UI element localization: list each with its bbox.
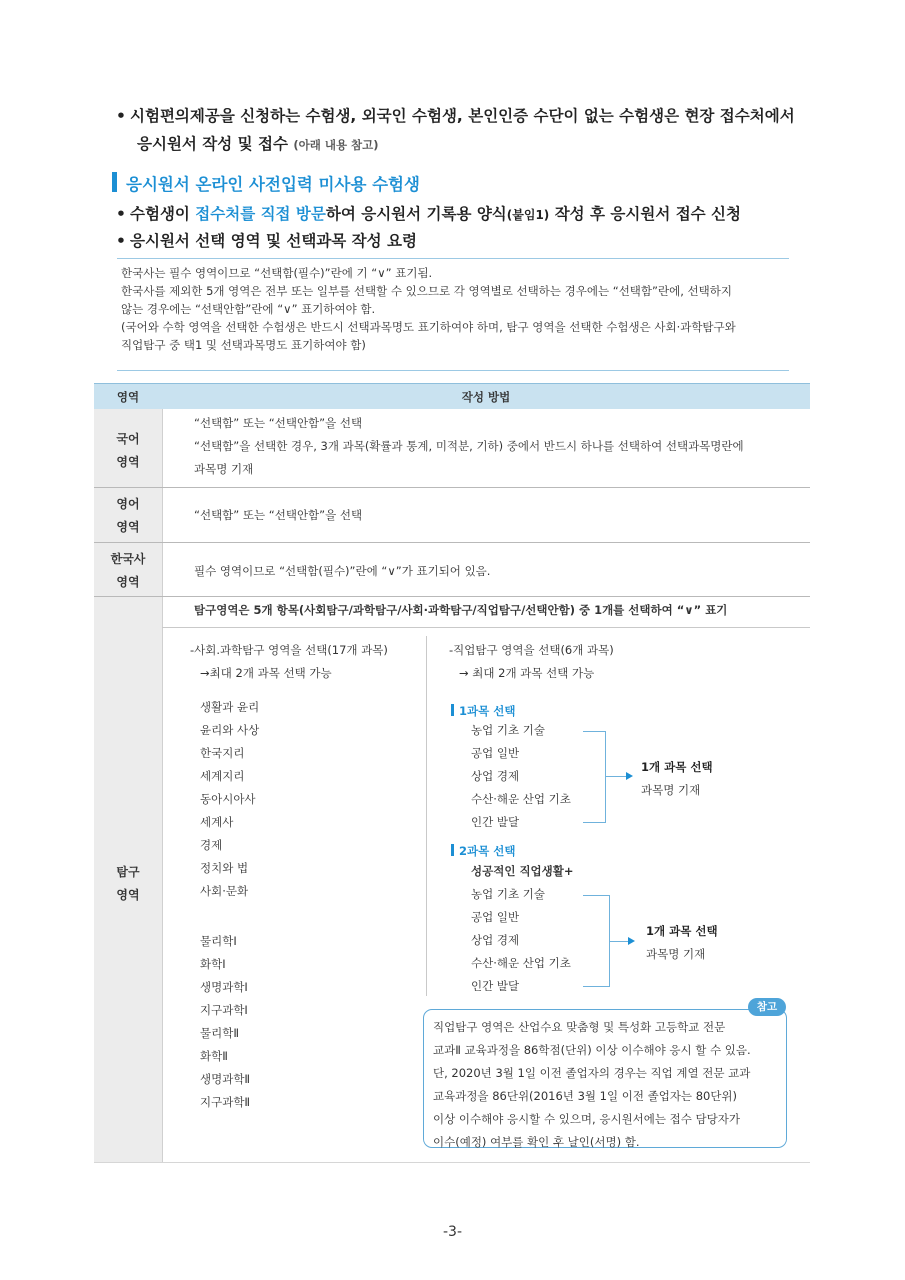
- note-bottom-divider: [117, 370, 789, 371]
- result-sub: 과목명 기재: [641, 783, 701, 797]
- list-item: 공업 일반: [471, 746, 520, 760]
- reference-line: 교과Ⅱ 교육과정을 86학점(단위) 이상 이수해야 응시 할 수 있음.: [433, 1043, 751, 1057]
- section-title: 응시원서 온라인 사전입력 미사용 수험생: [126, 175, 420, 194]
- reference-line: 직업탐구 영역은 산업수요 맞춤형 및 특성화 고등학교 전문: [433, 1020, 726, 1034]
- intro-bullet-line2-wrap: [137, 132, 379, 154]
- heading-bar: [451, 844, 454, 856]
- list-item: 윤리와 사상: [200, 723, 260, 737]
- list-item: 농업 기초 기술: [471, 887, 545, 901]
- vocational-sub: → 최대 2개 과목 선택 가능: [459, 666, 595, 680]
- bullet-dot: •: [116, 232, 126, 250]
- section-bullet-guide: [116, 229, 417, 251]
- bullet2-small: (붙임1): [506, 208, 550, 222]
- row-divider: [94, 487, 810, 488]
- label-history-line1: 한국사: [110, 552, 146, 566]
- one-subject-title: 1과목 선택: [459, 704, 516, 718]
- list-item: 생활과 윤리: [200, 700, 260, 714]
- social-title: -사회.과학탐구 영역을 선택(17개 과목): [190, 643, 388, 657]
- list-item: 화학Ⅰ: [200, 957, 226, 971]
- korean-line-1: “선택함” 또는 “선택안함”을 선택: [194, 416, 363, 430]
- list-item: 경제: [200, 838, 223, 852]
- inquiry-header-divider: [162, 627, 810, 628]
- inquiry-header: 탐구영역은 5개 항목(사회탐구/과학탐구/사회·과학탐구/직업탐구/선택안함) 중 1개를 선택하여 “∨” 표기: [194, 603, 728, 617]
- arrow-right-icon: [628, 937, 635, 945]
- list-item: 상업 경제: [471, 769, 520, 783]
- list-item: 생명과학Ⅱ: [200, 1072, 251, 1086]
- intro-bullet-line2: 응시원서 작성 및 접수: [137, 135, 288, 153]
- label-english-line2: 영역: [116, 520, 140, 534]
- list-item: 수산·해운 산업 기초: [471, 956, 571, 970]
- one-subject-result: [641, 756, 713, 802]
- two-subject-heading: [451, 843, 515, 859]
- note-line-5: 직업탐구 중 택1 및 선택과목명도 표기하여야 함): [121, 338, 366, 352]
- korean-line-2: “선택함”을 선택한 경우, 3개 과목(확률과 통계, 미적분, 기하) 중에서 반드시 하나를 선택하여 선택과목명란에: [194, 439, 744, 453]
- two-subject-title: 2과목 선택: [459, 844, 516, 858]
- note-block: [121, 264, 791, 354]
- one-subject-bracket: [583, 731, 606, 823]
- intro-bullet-note: (아래 내용 참고): [293, 138, 379, 152]
- header-area: 영역: [116, 390, 140, 404]
- note-line-2: 한국사를 제외한 5개 영역은 전부 또는 일부를 선택할 수 있으므로 각 영역별로 선택하는 경우에는 “선택함”란에, 선택하지: [121, 284, 732, 298]
- label-inquiry-line1: 탐구: [116, 865, 140, 879]
- korean-line-3: 과목명 기재: [194, 462, 254, 476]
- bullet2-pre: 수험생이: [130, 205, 196, 223]
- section-title-bar: [112, 172, 117, 192]
- note-line-3: 않는 경우에는 “선택안함”란에 “∨” 표기하여야 함.: [121, 302, 376, 316]
- reference-line: 교육과정을 86단위(2016년 3월 1일 이전 졸업자는 80단위): [433, 1089, 738, 1103]
- label-english-line1: 영어: [116, 497, 140, 511]
- row-divider: [94, 542, 810, 543]
- label-korean: [94, 428, 162, 474]
- two-subject-first: 성공적인 직업생활+: [471, 864, 574, 878]
- table-column-divider: [162, 409, 163, 1162]
- result-title: 1개 과목 선택: [646, 924, 718, 938]
- list-item: 인간 발달: [471, 815, 520, 829]
- bullet2-end: 작성 후 응시원서 접수 신청: [549, 205, 741, 223]
- bullet-dot: •: [116, 205, 126, 223]
- two-subject-arrow-line: [610, 941, 630, 942]
- social-subject-list: [200, 696, 259, 903]
- list-item: 생명과학Ⅰ: [200, 980, 248, 994]
- list-item: 물리학Ⅱ: [200, 1026, 239, 1040]
- one-subject-list: [471, 719, 571, 834]
- list-item: 농업 기초 기술: [471, 723, 545, 737]
- header-method: 작성 방법: [461, 390, 511, 404]
- list-item: 상업 경제: [471, 933, 520, 947]
- reference-line: 단, 2020년 3월 1일 이전 졸업자의 경우는 직업 계열 전문 교과: [433, 1066, 751, 1080]
- label-korean-line1: 국어: [116, 432, 140, 446]
- label-inquiry-line2: 영역: [116, 888, 140, 902]
- list-item: 인간 발달: [471, 979, 520, 993]
- label-history: [94, 548, 162, 594]
- section-bullet-visit: [116, 202, 741, 224]
- intro-bullet: [116, 104, 795, 126]
- inquiry-split-divider: [426, 636, 427, 996]
- list-item: 동아시아사: [200, 792, 256, 806]
- bullet-dot: •: [116, 107, 126, 125]
- note-top-divider: [117, 258, 789, 259]
- list-item: 세계지리: [200, 769, 245, 783]
- note-line-1: 한국사는 필수 영역이므로 “선택함(필수)”란에 기 “∨” 표기됨.: [121, 266, 433, 280]
- list-item: 물리학Ⅰ: [200, 934, 237, 948]
- table-bottom-line: [94, 1162, 810, 1163]
- label-inquiry: [94, 861, 162, 907]
- science-subject-list: [200, 930, 250, 1114]
- bullet2-highlight: 접수처를 직접 방문: [195, 205, 326, 223]
- result-sub: 과목명 기재: [646, 947, 706, 961]
- social-title-block: [190, 639, 388, 685]
- result-title: 1개 과목 선택: [641, 760, 713, 774]
- label-korean-line2: 영역: [116, 455, 140, 469]
- heading-bar: [451, 704, 454, 716]
- list-item: 지구과학Ⅰ: [200, 1003, 248, 1017]
- list-item: 화학Ⅱ: [200, 1049, 228, 1063]
- english-method: “선택함” 또는 “선택안함”을 선택: [194, 508, 363, 522]
- vocational-title-block: [449, 639, 614, 685]
- reference-line: 이상 이수해야 응시할 수 있으며, 응시원서에는 접수 담당자가: [433, 1112, 740, 1126]
- one-subject-heading: [451, 703, 515, 719]
- list-item: 지구과학Ⅱ: [200, 1095, 251, 1109]
- list-item: 사회·문화: [200, 884, 249, 898]
- table-header: [94, 383, 810, 409]
- history-method: 필수 영역이므로 “선택함(필수)”란에 “∨”가 표기되어 있음.: [194, 564, 491, 578]
- reference-line: 이수(예정) 여부를 확인 후 날인(서명) 함.: [433, 1135, 640, 1149]
- list-item: 한국지리: [200, 746, 245, 760]
- reference-badge: 참고: [748, 998, 786, 1016]
- list-item: 공업 일반: [471, 910, 520, 924]
- bullet2-post: 하여 응시원서 기록용 양식: [325, 205, 507, 223]
- korean-method: [194, 412, 744, 481]
- vocational-title: -직업탐구 영역을 선택(6개 과목): [449, 643, 614, 657]
- list-item: 정치와 법: [200, 861, 249, 875]
- page-number: -3-: [442, 1224, 462, 1240]
- list-item: 세계사: [200, 815, 234, 829]
- intro-bullet-line1: 시험편의제공을 신청하는 수험생, 외국인 수험생, 본인인증 수단이 없는 수험생은 현장 접수처에서: [130, 107, 795, 125]
- two-subject-result: [646, 920, 718, 966]
- note-line-4: (국어와 수학 영역을 선택한 수험생은 반드시 선택과목명도 표기하여야 하며, 탐구 영역을 선택한 수험생은 사회·과학탐구와: [121, 320, 736, 334]
- social-sub: →최대 2개 과목 선택 가능: [200, 666, 332, 680]
- reference-text: [433, 1016, 783, 1154]
- two-subject-list: [471, 860, 574, 998]
- one-subject-arrow-line: [606, 776, 628, 777]
- arrow-right-icon: [626, 772, 633, 780]
- bullet3-text: 응시원서 선택 영역 및 선택과목 작성 요령: [130, 232, 417, 250]
- label-english: [94, 493, 162, 539]
- row-divider: [94, 596, 810, 597]
- label-history-line2: 영역: [116, 575, 140, 589]
- list-item: 수산·해운 산업 기초: [471, 792, 571, 806]
- two-subject-bracket: [583, 895, 610, 987]
